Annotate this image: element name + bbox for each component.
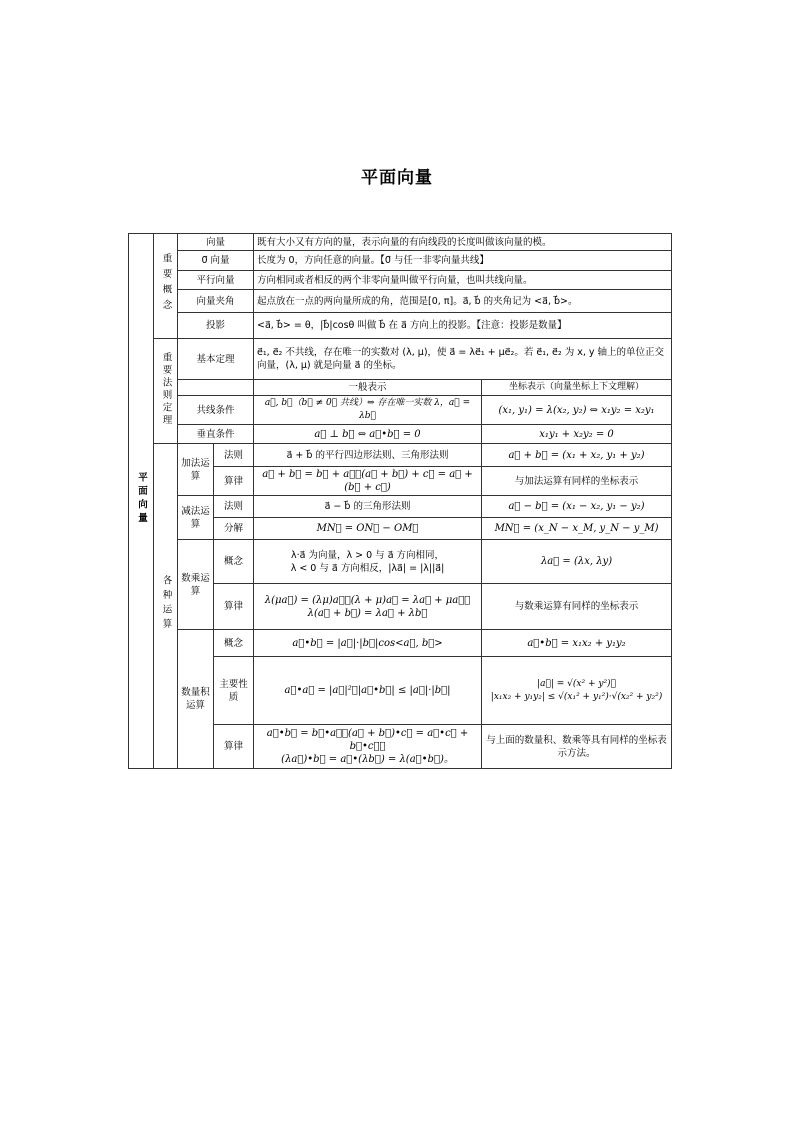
concept-name: 向量夹角 bbox=[178, 290, 254, 313]
table-row bbox=[129, 234, 672, 251]
main-section-cell bbox=[129, 234, 154, 769]
op-label: 概念 bbox=[214, 540, 254, 584]
group-concepts-label: 重要概念 bbox=[160, 253, 172, 315]
condition-name: 共线条件 bbox=[178, 396, 254, 425]
op-general: a⃗•b⃗ = |a⃗|·|b⃗|cos<a⃗, b⃗> bbox=[254, 630, 482, 657]
concept-desc: 方向相同或者相反的两个非零向量叫做平行向量，也叫共线向量。 bbox=[254, 271, 672, 290]
condition-general: a⃗ ⊥ b⃗ ⇔ a⃗•b⃗ = 0 bbox=[254, 425, 482, 444]
op-coord-line: |a⃗| = √(x² + y²)， bbox=[537, 678, 616, 689]
table-row bbox=[129, 290, 672, 313]
concept-name: 平行向量 bbox=[178, 271, 254, 290]
condition-coord: (x₁, y₁) = λ(x₂, y₂) ⇔ x₁y₂ = x₂y₁ bbox=[482, 396, 672, 425]
page-title: 平面向量 bbox=[361, 168, 433, 188]
op-label: 算律 bbox=[214, 725, 254, 769]
header-blank bbox=[178, 380, 254, 396]
op-general: a⃗ + b⃗ = b⃗ + a⃗，(a⃗ + b⃗) + c⃗ = a⃗ + (b⃗ + c⃗) bbox=[254, 467, 482, 496]
table-row bbox=[129, 380, 672, 396]
op-general: a⃗•a⃗ = |a⃗|²，|a⃗•b⃗| ≤ |a⃗|·|b⃗| bbox=[254, 657, 482, 725]
op-coord: λa⃗ = (λx, λy) bbox=[482, 540, 672, 584]
condition-coord: x₁y₁ + x₂y₂ = 0 bbox=[482, 425, 672, 444]
op-general-line: λ(a⃗ + b⃗) = λa⃗ + λb⃗ bbox=[307, 607, 428, 619]
op-coord: a⃗ + b⃗ = (x₁ + x₂, y₁ + y₂) bbox=[482, 444, 672, 467]
concept-name: 投影 bbox=[178, 313, 254, 339]
op-general: MN⃗ = ON⃗ − OM⃗ bbox=[254, 518, 482, 540]
concept-desc: 长度为 0，方向任意的向量。【0⃗ 与任一非零向量共线】 bbox=[254, 251, 672, 271]
group-operations-label: 各种运算 bbox=[160, 575, 172, 633]
concept-name: 向量 bbox=[178, 234, 254, 251]
op-coord-line: |x₁x₂ + y₁y₂| ≤ √(x₁² + y₁²)·√(x₂² + y₂²) bbox=[490, 691, 663, 702]
table-row bbox=[129, 444, 672, 467]
op-general: a⃗ + b⃗ 的平行四边形法则、三角形法则 bbox=[254, 444, 482, 467]
table-row bbox=[129, 425, 672, 444]
concept-desc: 既有大小又有方向的量，表示向量的有向线段的长度叫做该向量的模。 bbox=[254, 234, 672, 251]
op-general-line: λ < 0 与 a⃗ 方向相反，|λa⃗| = |λ||a⃗| bbox=[290, 562, 445, 574]
table-row bbox=[129, 540, 672, 584]
op-label: 法则 bbox=[214, 444, 254, 467]
vector-summary-table bbox=[128, 233, 672, 769]
op-general-line: (λa⃗)•b⃗ = a⃗•(λb⃗) = λ(a⃗•b⃗)。 bbox=[281, 754, 454, 765]
op-dot-name: 数量积运算 bbox=[178, 630, 214, 769]
header-coord: 坐标表示（向量坐标上下文理解） bbox=[482, 380, 672, 396]
op-label: 概念 bbox=[214, 630, 254, 657]
group-theorems-label: 重要法则定理 bbox=[160, 351, 172, 427]
table-row bbox=[129, 496, 672, 518]
header-general: 一般表示 bbox=[254, 380, 482, 396]
op-general bbox=[254, 540, 482, 584]
op-label: 分解 bbox=[214, 518, 254, 540]
table-row bbox=[129, 271, 672, 290]
op-label: 法则 bbox=[214, 496, 254, 518]
op-coord: 与加法运算有同样的坐标表示 bbox=[482, 467, 672, 496]
theorem-desc: e⃗₁, e⃗₂ 不共线，存在唯一的实数对 (λ, μ)，使 a⃗ = λe⃗₁ + μe⃗₂。若 e⃗₁, e⃗₂ 为 x, y 轴上的单位正交向量，(λ, μ) 就是向量 a⃗ 的坐标。 bbox=[254, 339, 672, 380]
table-row bbox=[129, 630, 672, 657]
condition-name: 垂直条件 bbox=[178, 425, 254, 444]
op-label: 算律 bbox=[214, 584, 254, 630]
theorem-name: 基本定理 bbox=[178, 339, 254, 380]
condition-general: a⃗, b⃗（b⃗ ≠ 0⃗ 共线）⇔ 存在唯一实数 λ，a⃗ = λb⃗ bbox=[254, 396, 482, 425]
op-general-line: λ(μa⃗) = (λμ)a⃗，(λ + μ)a⃗ = λa⃗ + μa⃗， bbox=[264, 594, 471, 606]
op-general bbox=[254, 584, 482, 630]
table-row bbox=[129, 313, 672, 339]
op-general bbox=[254, 725, 482, 769]
op-label: 主要性质 bbox=[214, 657, 254, 725]
group-concepts bbox=[154, 234, 178, 339]
op-coord: 与数乘运算有同样的坐标表示 bbox=[482, 584, 672, 630]
concept-desc: 起点放在一点的两向量所成的角，范围是[0, π]。a⃗, b⃗ 的夹角记为 <a⃗, b⃗>。 bbox=[254, 290, 672, 313]
op-general: a⃗ − b⃗ 的三角形法则 bbox=[254, 496, 482, 518]
op-coord bbox=[482, 657, 672, 725]
op-add-name: 加法运算 bbox=[178, 444, 214, 496]
op-scalar-name: 数乘运算 bbox=[178, 540, 214, 630]
group-theorems bbox=[154, 339, 178, 444]
main-section-label: 平面向量 bbox=[136, 472, 147, 526]
table-row bbox=[129, 396, 672, 425]
op-general-line: λ·a⃗ 为向量，λ > 0 与 a⃗ 方向相同， bbox=[291, 549, 445, 561]
op-coord: a⃗•b⃗ = x₁x₂ + y₁y₂ bbox=[482, 630, 672, 657]
table-row bbox=[129, 251, 672, 271]
concept-name: 0⃗ 向量 bbox=[178, 251, 254, 271]
op-coord: MN⃗ = (x_N − x_M, y_N − y_M) bbox=[482, 518, 672, 540]
op-coord: a⃗ − b⃗ = (x₁ − x₂, y₁ − y₂) bbox=[482, 496, 672, 518]
op-label: 算律 bbox=[214, 467, 254, 496]
op-coord: 与上面的数量积、数乘等具有同样的坐标表示方法。 bbox=[482, 725, 672, 769]
concept-desc: <a⃗, b⃗> = θ，|b⃗|cosθ 叫做 b⃗ 在 a⃗ 方向上的投影。【注意：投影是数量】 bbox=[254, 313, 672, 339]
group-operations bbox=[154, 444, 178, 769]
op-general-line: a⃗•b⃗ = b⃗•a⃗，(a⃗ + b⃗)•c⃗ = a⃗•c⃗ + b⃗•c⃗， bbox=[266, 728, 469, 752]
op-sub-name: 减法运算 bbox=[178, 496, 214, 540]
table-row bbox=[129, 339, 672, 380]
